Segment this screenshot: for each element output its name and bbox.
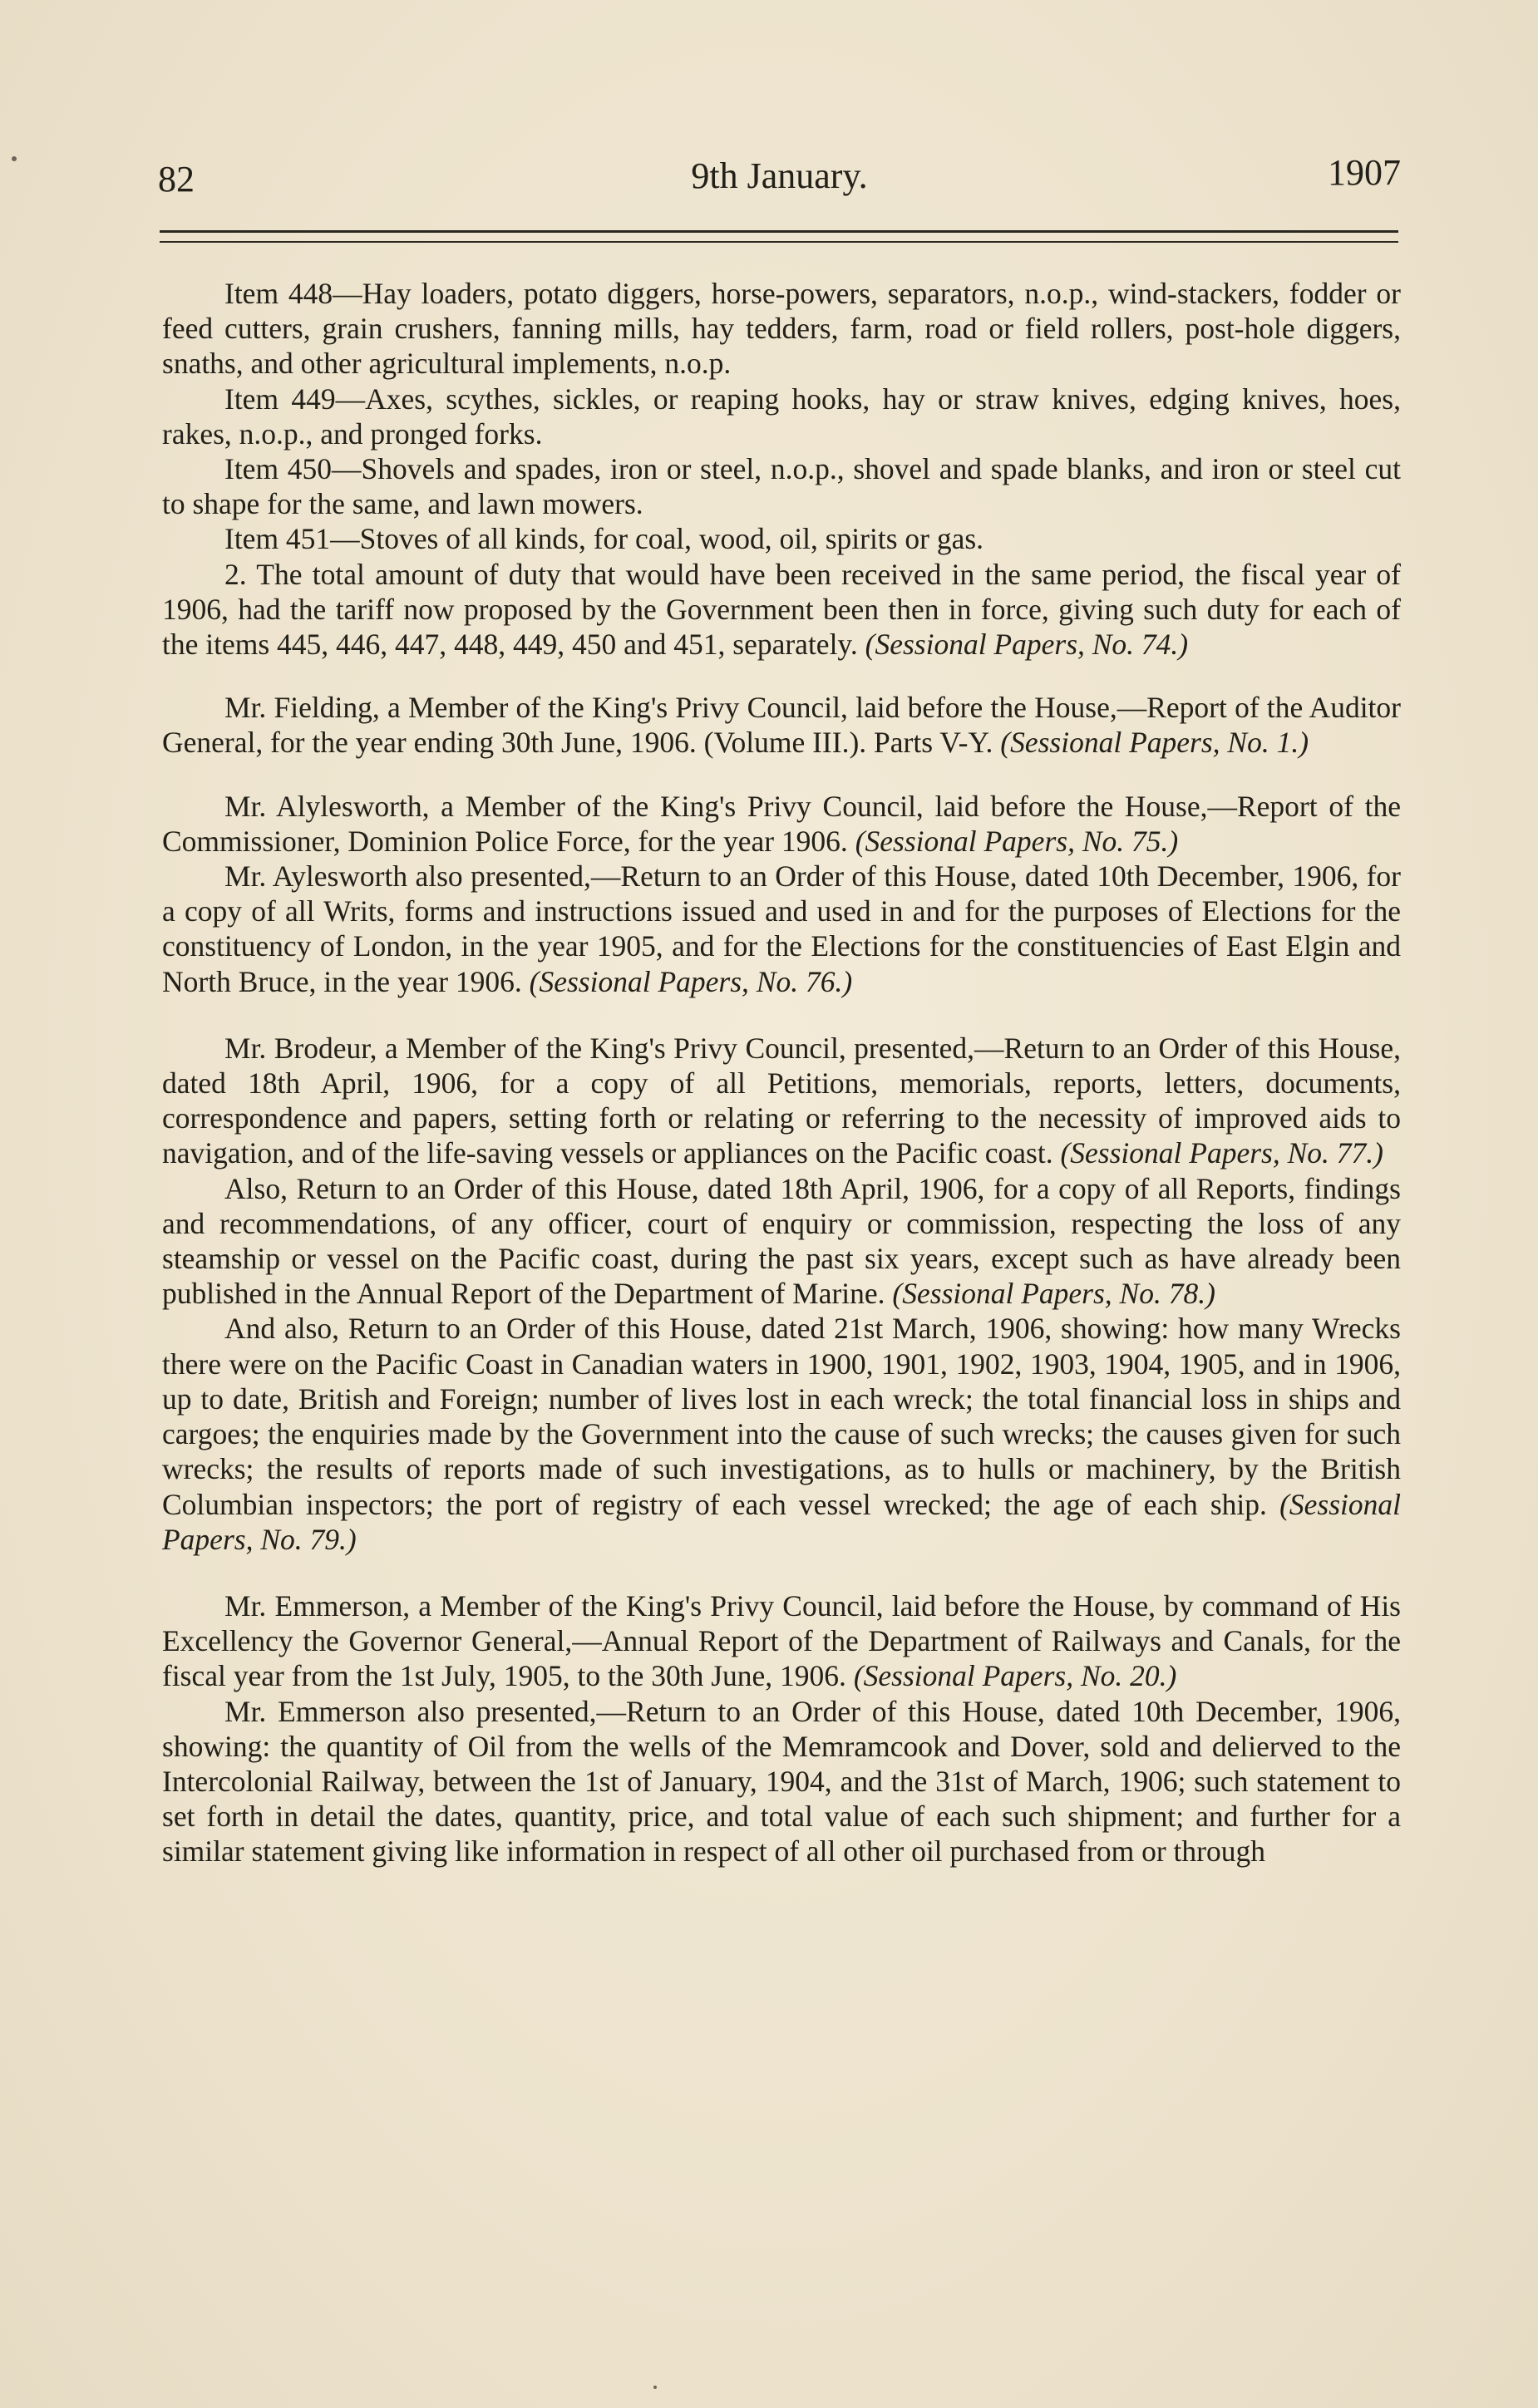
sessional-citation: (Sessional Papers, No. 79.) xyxy=(162,1487,1401,1556)
paragraph-brodeur-wrecks xyxy=(162,1311,1401,1556)
paragraph-text: Mr. Brodeur, a Member of the King's Privy Council, presented,—Return to an Order of this House, dated 18th April, 1906, for a copy of all Petitions, memorials, reports, letters, documents, correspondence and papers, setting forth or relating or referring to the necessity of improved aids to navigation, and of the life-saving vessels or appliances on the Pacific coast. xyxy=(162,1031,1401,1170)
paragraph-item-449 xyxy=(162,382,1401,451)
paragraph-text: Mr. Aylesworth also presented,—Return to an Order of this House, dated 10th December, 1906, for a copy of all Writs, forms and instructions issued and used in and for the purposes of Elections for the constituency of London, in the year 1905, and for the Elections for the constituencies of East Elgin and North Bruce, in the year 1906. xyxy=(162,859,1401,998)
page-body xyxy=(162,276,1401,1869)
page-header xyxy=(158,148,1401,206)
paragraph-text: Mr. Emmerson also presented,—Return to an Order of this House, dated 10th December, 1906, showing: the quantity of Oil from the wells of the Memramcook and Dover, sold and delierved to the Intercolonial Railway, between the 1st of January, 1904, and the 31st of March, 1906; such statement to set forth in detail the dates, quantity, price, and total value of each such shipment; and further for a similar statement giving like information in respect of all other oil purchased from or through xyxy=(162,1694,1401,1869)
sessional-citation: (Sessional Papers, No. 20.) xyxy=(853,1659,1177,1693)
paragraph-emmerson-oil xyxy=(162,1694,1401,1869)
paper-speck xyxy=(12,156,17,161)
paragraph-text: Item 451—Stoves of all kinds, for coal, wood, oil, spirits or gas. xyxy=(224,522,984,556)
paper-speck xyxy=(653,2386,657,2389)
paragraph-alylesworth xyxy=(162,789,1401,859)
sessional-citation: (Sessional Papers, No. 1.) xyxy=(1000,726,1309,760)
paragraph-text: Mr. Alylesworth, a Member of the King's Privy Council, laid before the House,—Report of the Commissioner, Dominion Police Force, for the year 1906. xyxy=(162,789,1401,858)
paragraph-aylesworth-return xyxy=(162,859,1401,999)
paragraph-text: Item 450—Shovels and spades, iron or steel, n.o.p., shovel and spade blanks, and iron or steel cut to shape for the same, and lawn mowers. xyxy=(162,452,1401,521)
header-rule-bottom xyxy=(160,241,1398,243)
paragraph-item-451 xyxy=(162,521,1401,556)
sessional-citation: (Sessional Papers, No. 78.) xyxy=(892,1277,1215,1311)
sessional-citation: (Sessional Papers, No. 75.) xyxy=(855,824,1179,858)
sessional-citation: (Sessional Papers, No. 77.) xyxy=(1060,1136,1383,1170)
paragraph-emmerson xyxy=(162,1588,1401,1694)
paragraph-brodeur-also xyxy=(162,1171,1401,1312)
paragraph-text: Also, Return to an Order of this House, dated 18th April, 1906, for a copy of all Reports, findings and recommendations, of any officer, court of enquiry or commission, respecting the loss of any steamship or vessel on the Pacific coast, during the past six years, except such as have already been published in the Annual Report of the Department of Marine. xyxy=(162,1171,1401,1311)
paragraph-total-duty xyxy=(162,557,1401,662)
paragraph-text: And also, Return to an Order of this House, dated 21st March, 1906, showing: how many Wrecks there were on the Pacific Coast in Canadian waters in 1900, 1901, 1902, 1903, 1904, 1905, and in 1906, up to date, British and Foreign; number of lives lost in each wreck; the total financial loss in ships and cargoes; the enquiries made by the Government into the cause of such wrecks; the causes given for such wrecks; the results of reports made of such investigations, as to hulls or machinery, by the British Columbian inspectors; the port of registry of each vessel wrecked; the age of each ship. xyxy=(162,1312,1401,1521)
sessional-citation: (Sessional Papers, No. 76.) xyxy=(529,964,853,998)
paragraph-text: Mr. Fielding, a Member of the King's Privy Council, laid before the House,—Report of the Auditor General, for the year ending 30th June, 1906. (Volume III.). Parts V-Y. xyxy=(162,691,1401,760)
paragraph-item-450 xyxy=(162,451,1401,521)
page-year: 1907 xyxy=(1328,152,1401,193)
paragraph-brodeur xyxy=(162,1031,1401,1171)
paragraph-text: Item 448—Hay loaders, potato diggers, horse-powers, separators, n.o.p., wind-stackers, fodder or feed cutters, grain crushers, fanning mills, hay tedders, farm, road or field rollers, post-hole diggers, snaths, and other agricultural implements, n.o.p. xyxy=(162,277,1401,381)
paragraph-text: Item 449—Axes, scythes, sickles, or reaping hooks, hay or straw knives, edging knives, hoes, rakes, n.o.p., and pronged forks. xyxy=(162,382,1401,451)
paragraph-text: Mr. Emmerson, a Member of the King's Privy Council, laid before the House, by command of His Excellency the Governor General,—Annual Report of the Department of Railways and Canals, for the fiscal year from the 1st July, 1905, to the 30th June, 1906. xyxy=(162,1588,1401,1693)
header-rule-top xyxy=(160,230,1398,233)
paragraph-text: 2. The total amount of duty that would have been received in the same period, the fiscal year of 1906, had the tariff now proposed by the Government been then in force, giving such duty for each of the items 445, 446, 447, 448, 449, 450 and 451, separately. xyxy=(162,557,1401,662)
page-number: 82 xyxy=(158,159,195,199)
sessional-citation: (Sessional Papers, No. 74.) xyxy=(865,628,1189,662)
paragraph-fielding xyxy=(162,690,1401,760)
page-date-heading: 9th January. xyxy=(691,155,868,196)
paragraph-item-448 xyxy=(162,276,1401,382)
